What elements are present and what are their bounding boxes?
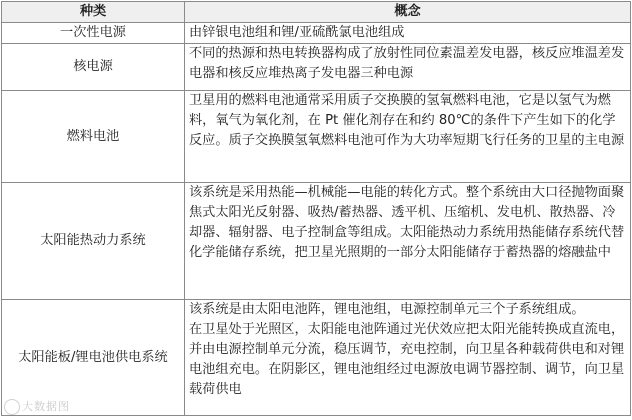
- row-description: 卫星用的燃料电池通常采用质子交换膜的氢氧燃料电池，它是以氢气为燃料，氧气为氧化剂，在 Pt 催化剂存在和约 80℃的条件下产生如下的化学反应。质子交换膜氢氧燃料电池可作为大功率短期飞行任务的卫星的主电源: [185, 91, 631, 183]
- row-description: [185, 300, 631, 416]
- watermark-text: 大数据图: [22, 400, 70, 413]
- row-type: 燃料电池: [2, 91, 185, 183]
- description-line: 该系统是由太阳电池阵，锂电池组，电源控制单元三个子系统组成。: [189, 302, 585, 317]
- watermark-logo-icon: [4, 399, 20, 415]
- watermark: [4, 398, 70, 415]
- row-type: 太阳能板/锂电池供电系统: [2, 300, 185, 416]
- table-header-row: [2, 2, 631, 23]
- table-row: [2, 23, 631, 44]
- table-row: [2, 91, 631, 183]
- row-type: 核电源: [2, 44, 185, 91]
- row-description: 不同的热源和热电转换器构成了放射性同位素温差发电器，核反应堆温差发电器和核反应堆热离子发电器三种电源: [185, 44, 631, 91]
- table-row: [2, 300, 631, 416]
- row-type: 一次性电源: [2, 23, 185, 44]
- description-line: 在卫星处于光照区，太阳能电池阵通过光伏效应把太阳光能转换成直流电，并由电源控制单元分流，稳压调节，充电控制，向卫星各种载荷供电和对锂电池组充电。在阴影区，锂电池组经过电源放电调节器控制、调节，向卫星载荷供电: [189, 322, 625, 397]
- header-type: 种类: [2, 2, 185, 23]
- row-type: 太阳能热动力系统: [2, 183, 185, 300]
- row-description: 该系统是采用热能—机械能—电能的转化方式。整个系统由大口径抛物面聚焦式太阳光反射器、吸热/蓄热器、透平机、压缩机、发电机、散热器、冷却器、辐射器、电子控制盒等组成。太阳能热动力系统用热能储存系统代替化学能储存系统，把卫星光照期的一部分太阳能储存于蓄热器的熔融盐中: [185, 183, 631, 300]
- table-row: [2, 44, 631, 91]
- energy-source-table: [1, 1, 631, 416]
- table-row: [2, 183, 631, 300]
- header-concept: 概念: [185, 2, 631, 23]
- row-description: 由锌银电池组和锂/亚硫酰氯电池组成: [185, 23, 631, 44]
